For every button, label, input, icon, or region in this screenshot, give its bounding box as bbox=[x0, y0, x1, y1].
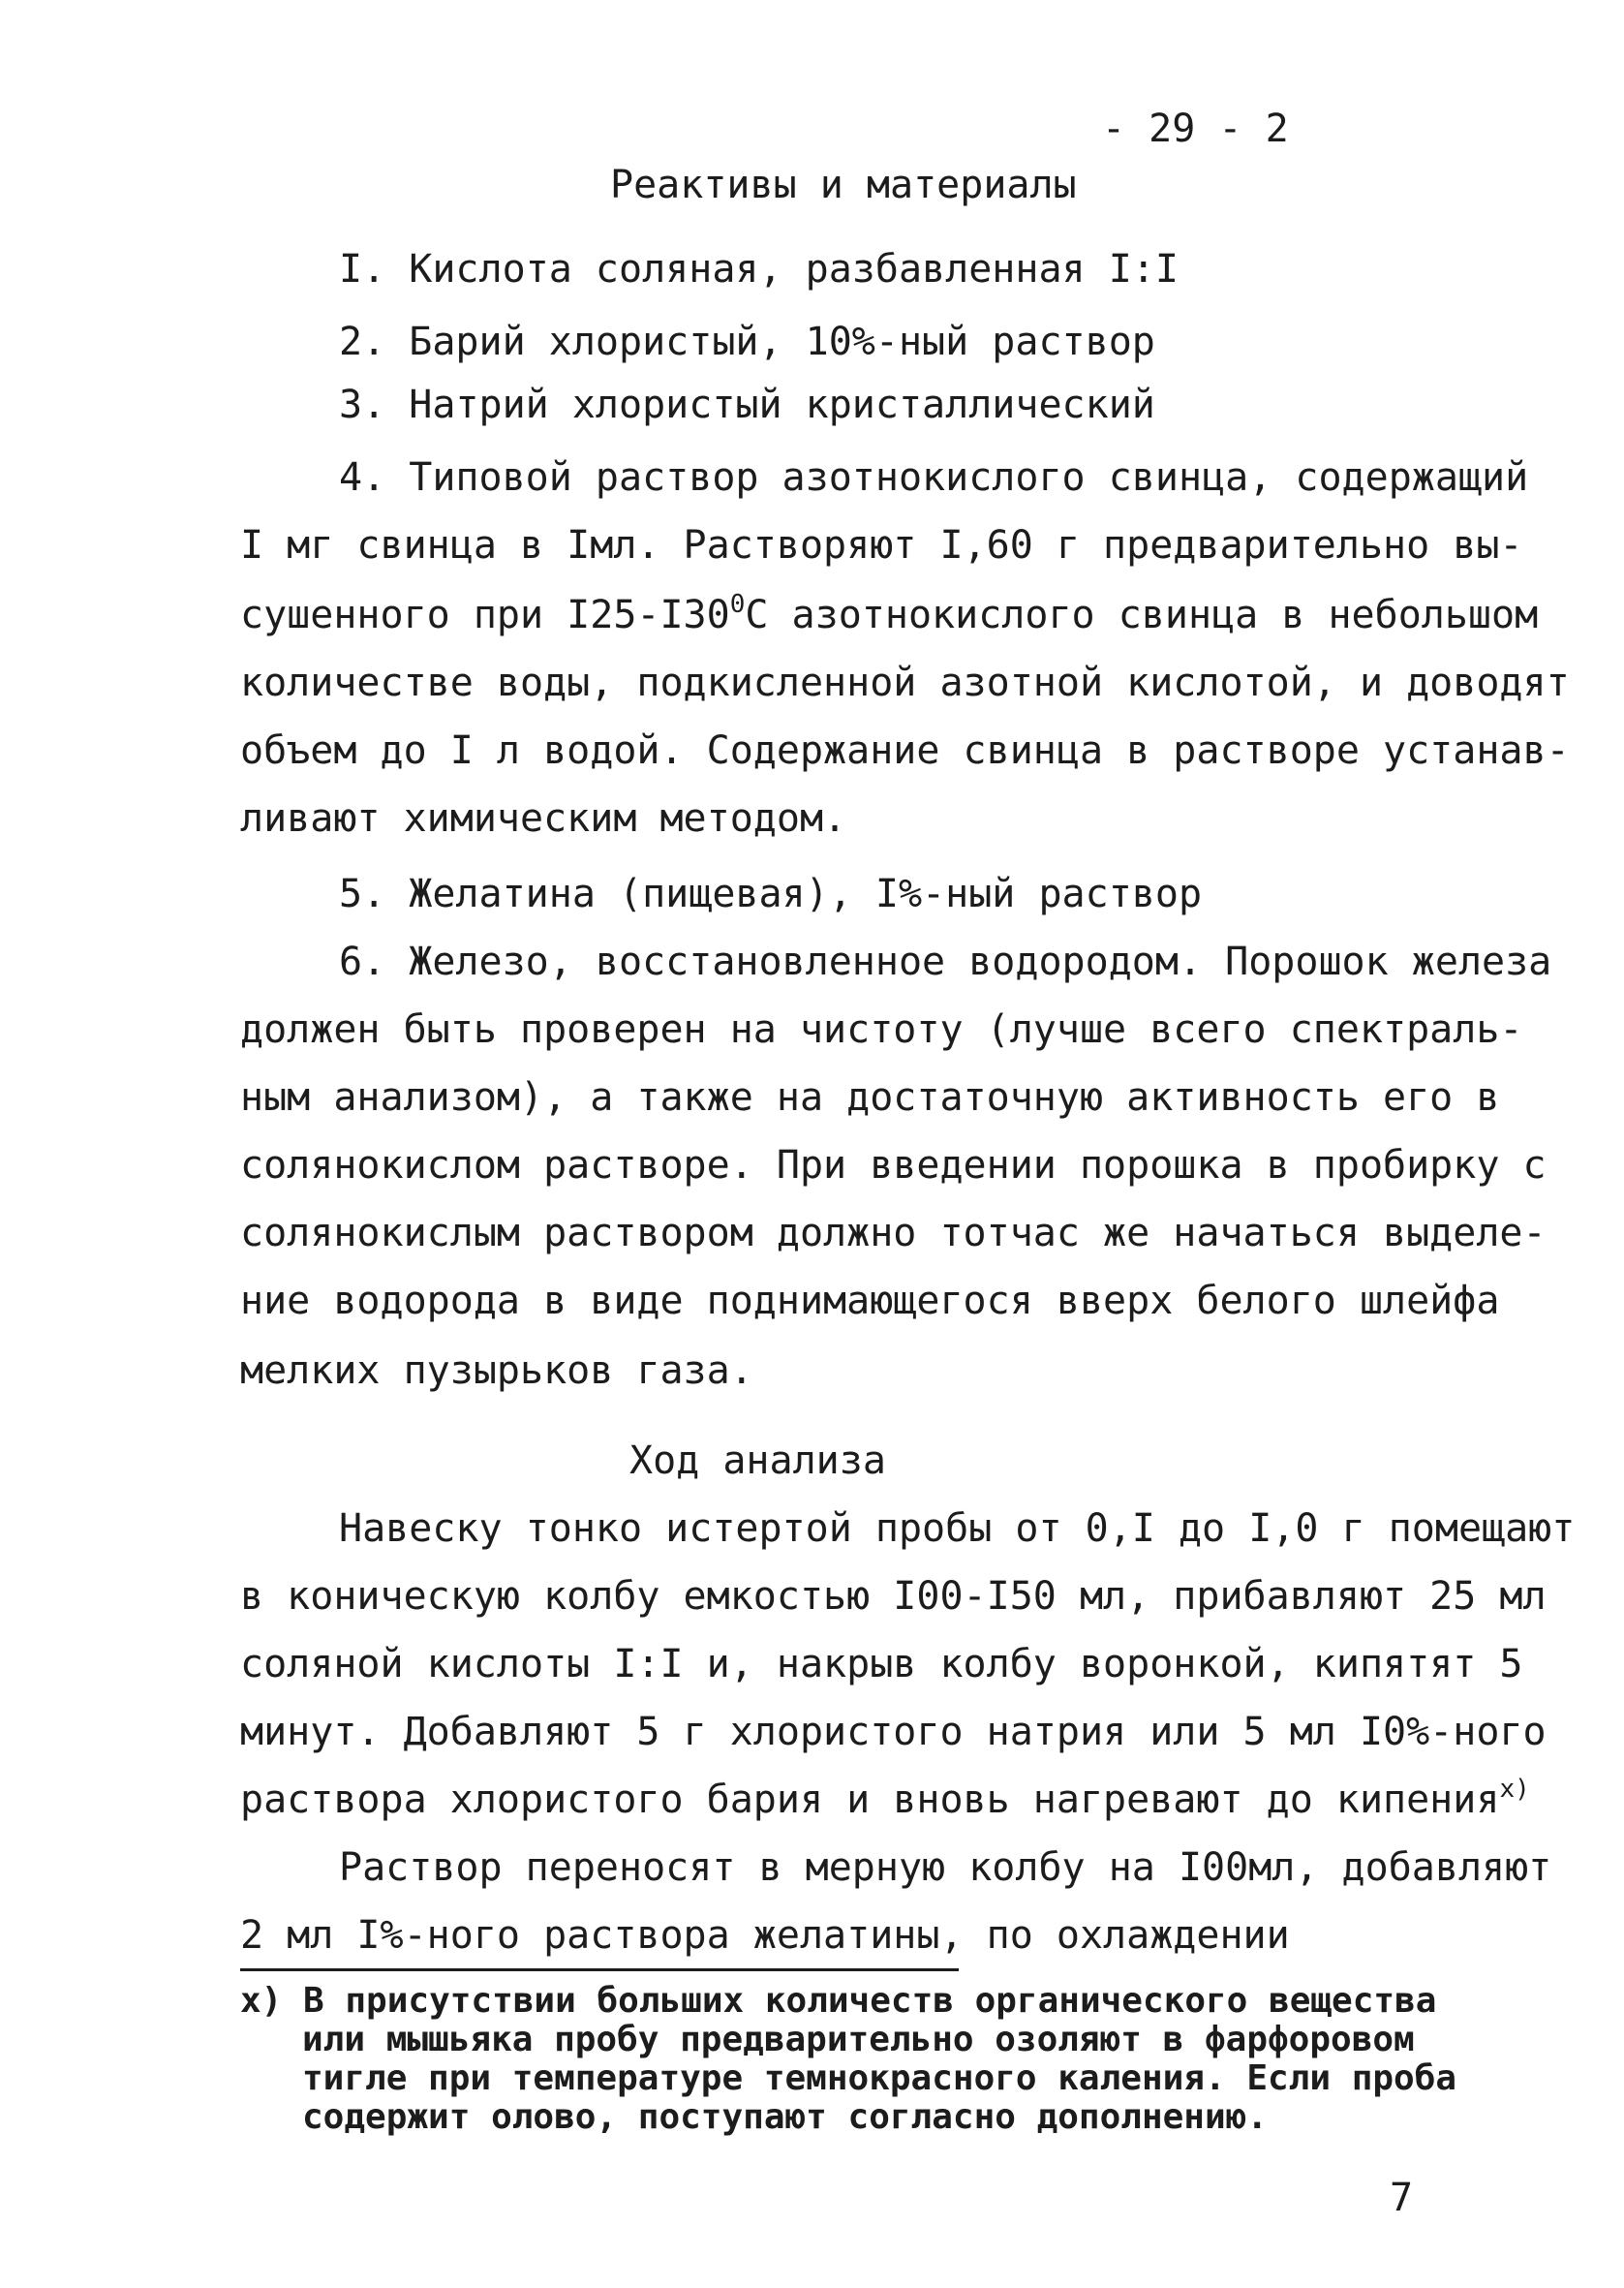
footnote-line-3: тигле при температуре темнокрасного каления. Если проба bbox=[302, 2058, 1457, 2098]
procedure-line-1: Навеску тонко истертой пробы от 0,I до I,0 г помещают bbox=[339, 1506, 1576, 1551]
degree-superscript: 0 bbox=[729, 590, 746, 619]
reagent-item-6-line-2: должен быть проверен на чистоту (лучше всего спектраль- bbox=[240, 1007, 1523, 1052]
reagent-item-6-line-4: солянокислом растворе. При введении порошка в пробирку с bbox=[240, 1143, 1547, 1188]
section-title-procedure: Ход анализа bbox=[629, 1438, 886, 1483]
reagent-item-6-line-1: 6. Железо, восстановленное водородом. Порошок железа bbox=[339, 940, 1552, 984]
reagent-item-4-line-3-head: сушенного при I25-I30 bbox=[240, 593, 730, 637]
reagent-item-6-line-3: ным анализом), а также на достаточную активность его в bbox=[240, 1075, 1500, 1120]
reagent-item-6-line-5: солянокислым раствором должно тотчас же начаться выделе- bbox=[240, 1211, 1547, 1255]
reagent-item-6-line-6: ние водорода в виде поднимающегося вверх белого шлейфа bbox=[240, 1279, 1500, 1323]
page-number: 7 bbox=[1390, 2176, 1414, 2220]
reagent-item-4-line-5: объем до I л водой. Содержание свинца в растворе устанав- bbox=[240, 728, 1570, 773]
procedure-line-5 bbox=[240, 1775, 1530, 1822]
footnote-separator bbox=[240, 1968, 959, 1971]
footnote-line-1: x) В присутствии больших количеств органического вещества bbox=[240, 1981, 1437, 2021]
reagent-item-4-line-3-tail: С азотнокислого свинца в небольшом bbox=[745, 593, 1539, 637]
reagent-item-2: 2. Барий хлористый, 10%-ный раствор bbox=[339, 320, 1155, 364]
procedure-line-6: Раствор переносят в мерную колбу на I00мл, добавляют bbox=[339, 1845, 1552, 1890]
footnote-line-4: содержит олово, поступают согласно дополнению. bbox=[302, 2097, 1268, 2137]
reagent-item-4-line-6: ливают химическим методом. bbox=[240, 796, 847, 841]
footnote-reference: x) bbox=[1499, 1775, 1530, 1804]
procedure-line-4: минут. Добавляют 5 г хлористого натрия или 5 мл I0%-ного bbox=[240, 1710, 1547, 1754]
reagent-item-4-line-2: I мг свинца в Iмл. Растворяют I,60 г предварительно вы- bbox=[240, 523, 1523, 568]
reagent-item-6-line-7: мелких пузырьков газа. bbox=[240, 1348, 753, 1393]
reagent-item-4-line-1: 4. Типовой раствор азотнокислого свинца, содержащий bbox=[339, 455, 1529, 500]
reagent-item-1: I. Кислота соляная, разбавленная I:I bbox=[339, 247, 1179, 292]
reagent-item-3: 3. Натрий хлористый кристаллический bbox=[339, 383, 1155, 427]
reagent-item-4-line-3 bbox=[240, 590, 1539, 637]
procedure-line-7: 2 мл I%-ного раствора желатины, по охлаждении bbox=[240, 1913, 1290, 1958]
procedure-line-3: соляной кислоты I:I и, накрыв колбу воронкой, кипятят 5 bbox=[240, 1642, 1523, 1686]
section-title-reagents: Реактивы и материалы bbox=[610, 163, 1077, 207]
reagent-item-4-line-4: количестве воды, подкисленной азотной кислотой, и доводят bbox=[240, 661, 1570, 705]
procedure-line-5-text: раствора хлористого бария и вновь нагревают до кипения bbox=[240, 1778, 1500, 1822]
reagent-item-5: 5. Желатина (пищевая), I%-ный раствор bbox=[339, 872, 1203, 916]
procedure-line-2: в коническую колбу емкостью I00-I50 мл, прибавляют 25 мл bbox=[240, 1574, 1547, 1619]
footnote-line-2: или мышьяка пробу предварительно озоляют в фарфоровом bbox=[302, 2020, 1415, 2059]
page-code: - 29 - 2 bbox=[1102, 107, 1289, 151]
